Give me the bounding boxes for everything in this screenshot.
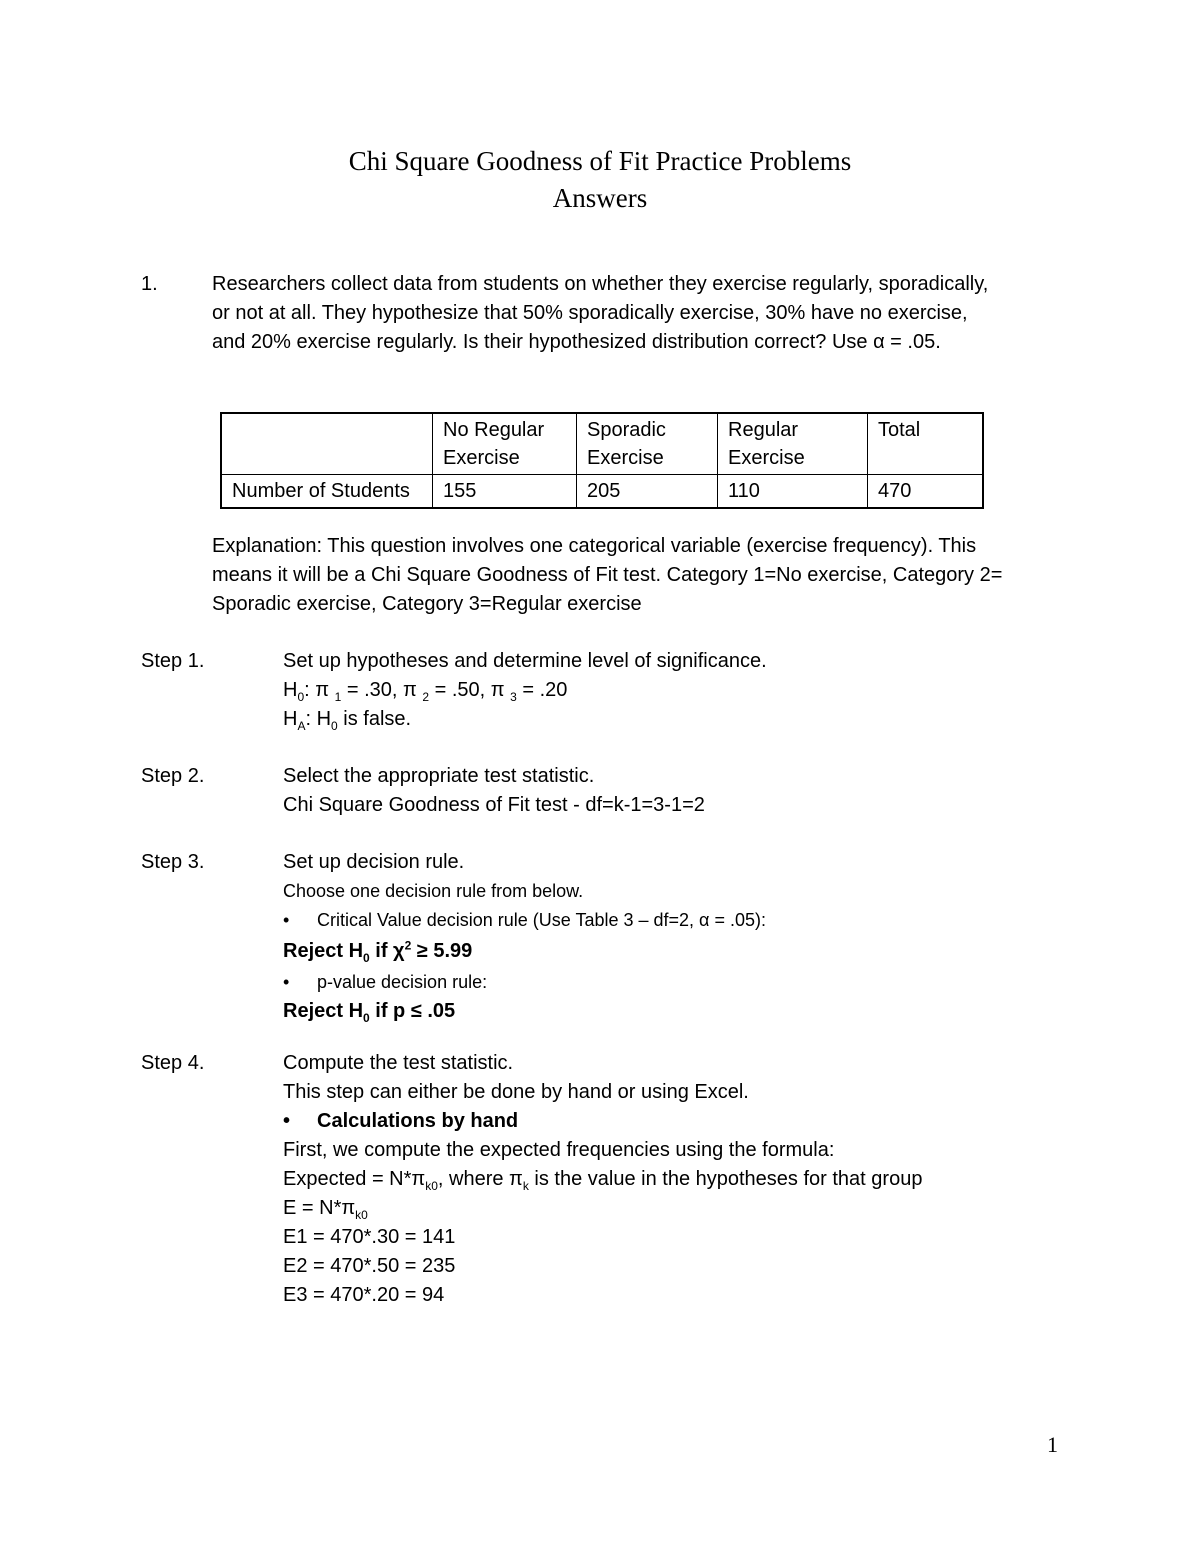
step-2-line: Chi Square Goodness of Fit test - df=k-1=3-1=2 xyxy=(283,794,705,816)
ha-subscript: A xyxy=(297,719,306,733)
expected-formula xyxy=(283,1165,922,1194)
ha-text: H xyxy=(283,708,298,730)
header-line: Exercise xyxy=(443,447,520,469)
page-title: Chi Square Goodness of Fit Practice Problems xyxy=(348,146,852,176)
pi-subscript: 1 xyxy=(334,690,342,704)
table-header-cell xyxy=(577,413,718,475)
header-line: Exercise xyxy=(728,447,805,469)
expected-e3: E3 = 470*.20 = 94 xyxy=(283,1284,445,1306)
header-line: Exercise xyxy=(587,447,664,469)
expected-e1: E1 = 470*.30 = 141 xyxy=(283,1226,456,1248)
table-cell: 470 xyxy=(868,475,984,509)
table-header-cell xyxy=(433,413,577,475)
question-text xyxy=(212,270,1072,357)
p-value-bullet xyxy=(283,968,766,997)
step-2-label: Step 2. xyxy=(141,765,205,787)
pi-subscript: 3 xyxy=(510,690,517,704)
h0-text: = .30, π xyxy=(341,679,423,701)
header-line: No Regular xyxy=(443,419,545,441)
formula-subscript: k0 xyxy=(425,1179,438,1193)
table-header-cell xyxy=(718,413,868,475)
data-table xyxy=(220,412,984,509)
null-hypothesis xyxy=(283,676,767,705)
hand-calc-bullet xyxy=(283,1107,922,1136)
header-line: Total xyxy=(878,419,921,441)
h0-text: = .20 xyxy=(516,679,568,701)
table-cell: Number of Students xyxy=(221,475,433,509)
reject-text: ≥ 5.99 xyxy=(411,940,473,962)
table-cell: 205 xyxy=(577,475,718,509)
reject-superscript: 2 xyxy=(404,938,412,953)
reject-subscript: 0 xyxy=(363,1011,370,1025)
table-header-row xyxy=(221,413,983,475)
step-2-body xyxy=(283,762,705,820)
reject-text: if p ≤ .05 xyxy=(369,1000,456,1022)
table-header-cell xyxy=(868,413,984,475)
reject-text: Reject H xyxy=(283,1000,364,1022)
explanation xyxy=(212,532,1002,619)
table-cell: 110 xyxy=(718,475,868,509)
step-3-body xyxy=(283,848,766,1026)
formula-text: Expected = N*π xyxy=(283,1168,426,1190)
question-number: 1. xyxy=(141,273,158,295)
explanation-line: Explanation: This question involves one categorical variable (exercise frequency). This xyxy=(212,535,977,557)
header-line: Regular xyxy=(728,419,799,441)
bullet-text: Calculations by hand xyxy=(317,1110,519,1132)
step-3-note: Choose one decision rule from below. xyxy=(283,881,584,901)
ha-subscript: 0 xyxy=(331,719,338,733)
reject-subscript: 0 xyxy=(363,951,370,965)
step-3-heading: Set up decision rule. xyxy=(283,851,465,873)
table-header-cell xyxy=(221,413,433,475)
formula-subscript: k xyxy=(522,1179,529,1193)
step-3-label: Step 3. xyxy=(141,851,205,873)
h0-text: : π xyxy=(304,679,335,701)
pi-subscript: 2 xyxy=(422,690,430,704)
ha-text: is false. xyxy=(337,708,412,730)
reject-rule-critical xyxy=(283,935,766,968)
page-number: 1 xyxy=(1047,1432,1058,1457)
expected-e2: E2 = 470*.50 = 235 xyxy=(283,1255,456,1277)
reject-text: Reject H xyxy=(283,940,364,962)
page-subtitle: Answers xyxy=(552,183,648,213)
reject-text: if χ xyxy=(369,940,405,962)
formula-subscript: k0 xyxy=(355,1208,368,1222)
h0-subscript: 0 xyxy=(297,690,305,704)
explanation-line: means it will be a Chi Square Goodness of Fit test. Category 1=No exercise, Category 2= xyxy=(212,564,1003,586)
step-4-line: This step can either be done by hand or using Excel. xyxy=(283,1081,749,1103)
step-2-heading: Select the appropriate test statistic. xyxy=(283,765,595,787)
h0-text: H xyxy=(283,679,298,701)
question-line: and 20% exercise regularly. Is their hypothesized distribution correct? Use α = .05. xyxy=(212,331,941,353)
step-4-heading: Compute the test statistic. xyxy=(283,1052,514,1074)
table-cell: 155 xyxy=(433,475,577,509)
header-line: Sporadic xyxy=(587,419,666,441)
question-line: or not at all. They hypothesize that 50% sporadically exercise, 30% have no exercise, xyxy=(212,302,968,324)
table-row xyxy=(221,475,983,509)
step-4-line: First, we compute the expected frequencies using the formula: xyxy=(283,1139,835,1161)
step-4-body xyxy=(283,1049,922,1310)
step-4-label: Step 4. xyxy=(141,1052,205,1074)
alt-hypothesis xyxy=(283,705,767,734)
formula-text: , where π xyxy=(437,1168,523,1190)
critical-value-bullet xyxy=(283,906,766,935)
step-1-heading: Set up hypotheses and determine level of significance. xyxy=(283,650,767,672)
explanation-line: Sporadic exercise, Category 3=Regular exercise xyxy=(212,593,642,615)
question-line: Researchers collect data from students on whether they exercise regularly, sporadically, xyxy=(212,273,989,295)
ha-text: : H xyxy=(305,708,332,730)
step-1-label: Step 1. xyxy=(141,650,205,672)
reject-rule-p xyxy=(283,997,766,1026)
bullet-text: Critical Value decision rule (Use Table 3 – df=2, α = .05): xyxy=(317,910,766,930)
step-1-body xyxy=(283,647,767,734)
h0-text: = .50, π xyxy=(429,679,511,701)
formula-text: E = N*π xyxy=(283,1197,356,1219)
expected-short-formula xyxy=(283,1194,922,1223)
formula-text: is the value in the hypotheses for that group xyxy=(528,1168,923,1190)
bullet-text: p-value decision rule: xyxy=(317,972,488,992)
